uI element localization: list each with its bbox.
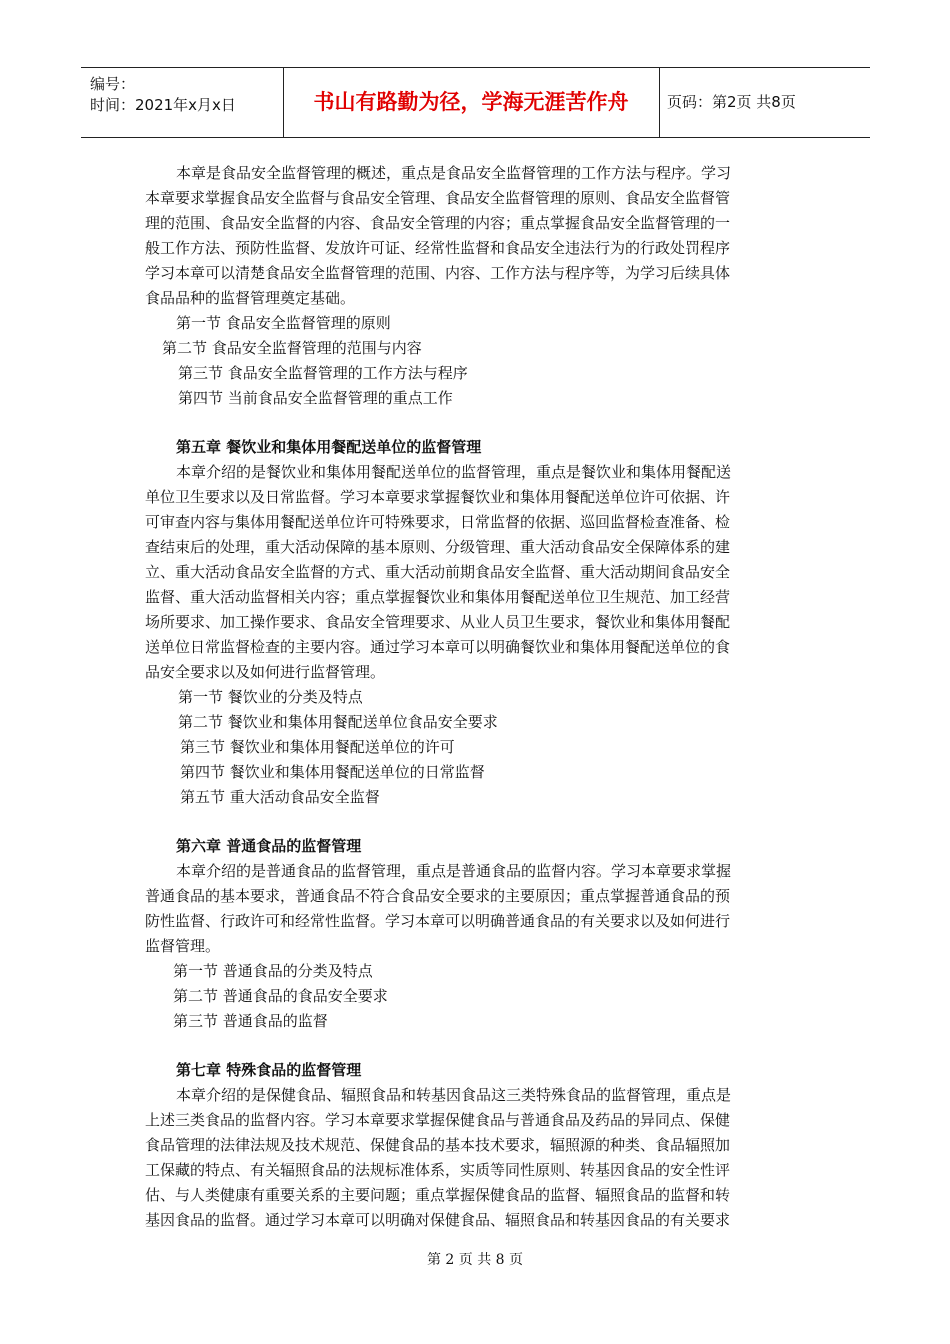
page-header	[81, 67, 870, 138]
header-page-cell	[659, 68, 870, 137]
paragraph-line: 监督管理。	[145, 937, 221, 955]
header-motto-cell	[283, 68, 660, 137]
header-page-number: 页码：第2页 共8页	[667, 93, 796, 111]
paragraph-line: 普通食品的基本要求，普通食品不符合食品安全要求的主要原因；重点掌握普通食品的预	[145, 887, 731, 905]
chapter-6-title: 第六章 普通食品的监督管理	[176, 837, 362, 855]
paragraph-line: 基因食品的监督。通过学习本章可以明确对保健食品、辐照食品和转基因食品的有关要求	[145, 1211, 731, 1229]
chapter-7-title: 第七章 特殊食品的监督管理	[176, 1061, 362, 1079]
page-footer: 第 2 页 共 8 页	[426, 1252, 524, 1268]
section-item: 第二节 普通食品的食品安全要求	[173, 987, 388, 1005]
paragraph-line: 本章介绍的是普通食品的监督管理，重点是普通食品的监督内容。学习本章要求掌握	[176, 862, 732, 880]
paragraph-line: 防性监督、行政许可和经常性监督。学习本章可以明确普通食品的有关要求以及如何进行	[145, 912, 731, 930]
paragraph-line: 本章介绍的是餐饮业和集体用餐配送单位的监督管理，重点是餐饮业和集体用餐配送	[176, 463, 732, 481]
document-number-label: 编号：	[90, 75, 136, 93]
paragraph-line: 学习本章可以清楚食品安全监督管理的范围、内容、工作方法与程序等，为学习后续具体	[145, 264, 731, 282]
paragraph-line: 理的范围、食品安全监督的内容、食品安全管理的内容；重点掌握食品安全监督管理的一	[145, 214, 731, 232]
paragraph-line: 品安全要求以及如何进行监督管理。	[145, 663, 386, 681]
section-item: 第一节 普通食品的分类及特点	[173, 962, 373, 980]
paragraph-line: 本章要求掌握食品安全监督与食品安全管理、食品安全监督管理的原则、食品安全监督管	[145, 189, 731, 207]
paragraph-line: 估、与人类健康有重要关系的主要问题；重点掌握保健食品的监督、辐照食品的监督和转	[145, 1186, 731, 1204]
section-item: 第二节 食品安全监督管理的范围与内容	[162, 339, 422, 357]
paragraph-line: 查结束后的处理，重大活动保障的基本原则、分级管理、重大活动食品安全保障体系的建	[145, 538, 731, 556]
paragraph-line: 本章介绍的是保健食品、辐照食品和转基因食品这三类特殊食品的监督管理，重点是	[176, 1086, 732, 1104]
paragraph-line: 食品管理的法律法规及技术规范、保健食品的基本技术要求，辐照源的种类、食品辐照加	[145, 1136, 731, 1154]
section-item: 第二节 餐饮业和集体用餐配送单位食品安全要求	[178, 713, 498, 731]
paragraph-line: 本章是食品安全监督管理的概述，重点是食品安全监督管理的工作方法与程序。学习	[176, 164, 732, 182]
paragraph-line: 上述三类食品的监督内容。学习本章要求掌握保健食品与普通食品及药品的异同点、保健	[145, 1111, 731, 1129]
paragraph-line: 立、重大活动食品安全监督的方式、重大活动前期食品安全监督、重大活动期间食品安全	[145, 563, 731, 581]
section-item: 第三节 普通食品的监督	[173, 1012, 328, 1030]
paragraph-line: 送单位日常监督检查的主要内容。通过学习本章可以明确餐饮业和集体用餐配送单位的食	[145, 638, 731, 656]
paragraph-line: 单位卫生要求以及日常监督。学习本章要求掌握餐饮业和集体用餐配送单位许可依据、许	[145, 488, 731, 506]
section-item: 第三节 食品安全监督管理的工作方法与程序	[178, 364, 468, 382]
section-item: 第一节 食品安全监督管理的原则	[176, 314, 391, 332]
paragraph-line: 工保藏的特点、有关辐照食品的法规标准体系，实质等同性原则、转基因食品的安全性评	[145, 1161, 731, 1179]
section-item: 第五节 重大活动食品安全监督	[180, 788, 380, 806]
chapter-5-title: 第五章 餐饮业和集体用餐配送单位的监督管理	[176, 438, 482, 456]
paragraph-line: 食品品种的监督管理奠定基础。	[145, 289, 356, 307]
section-item: 第三节 餐饮业和集体用餐配送单位的许可	[180, 738, 455, 756]
paragraph-line: 般工作方法、预防性监督、发放许可证、经常性监督和食品安全违法行为的行政处罚程序	[145, 239, 731, 257]
section-item: 第四节 当前食品安全监督管理的重点工作	[178, 389, 453, 407]
paragraph-line: 可审查内容与集体用餐配送单位许可特殊要求，日常监督的依据、巡回监督检查准备、检	[145, 513, 731, 531]
section-item: 第四节 餐饮业和集体用餐配送单位的日常监督	[180, 763, 485, 781]
header-motto: 书山有路勤为径，学海无涯苦作舟	[313, 90, 629, 114]
paragraph-line: 监督、重大活动监督相关内容；重点掌握餐饮业和集体用餐配送单位卫生规范、加工经营	[145, 588, 731, 606]
header-meta	[81, 68, 284, 137]
document-date-label: 时间：2021年x月x日	[90, 96, 236, 114]
paragraph-line: 场所要求、加工操作要求、食品安全管理要求、从业人员卫生要求，餐饮业和集体用餐配	[145, 613, 731, 631]
section-item: 第一节 餐饮业的分类及特点	[178, 688, 363, 706]
